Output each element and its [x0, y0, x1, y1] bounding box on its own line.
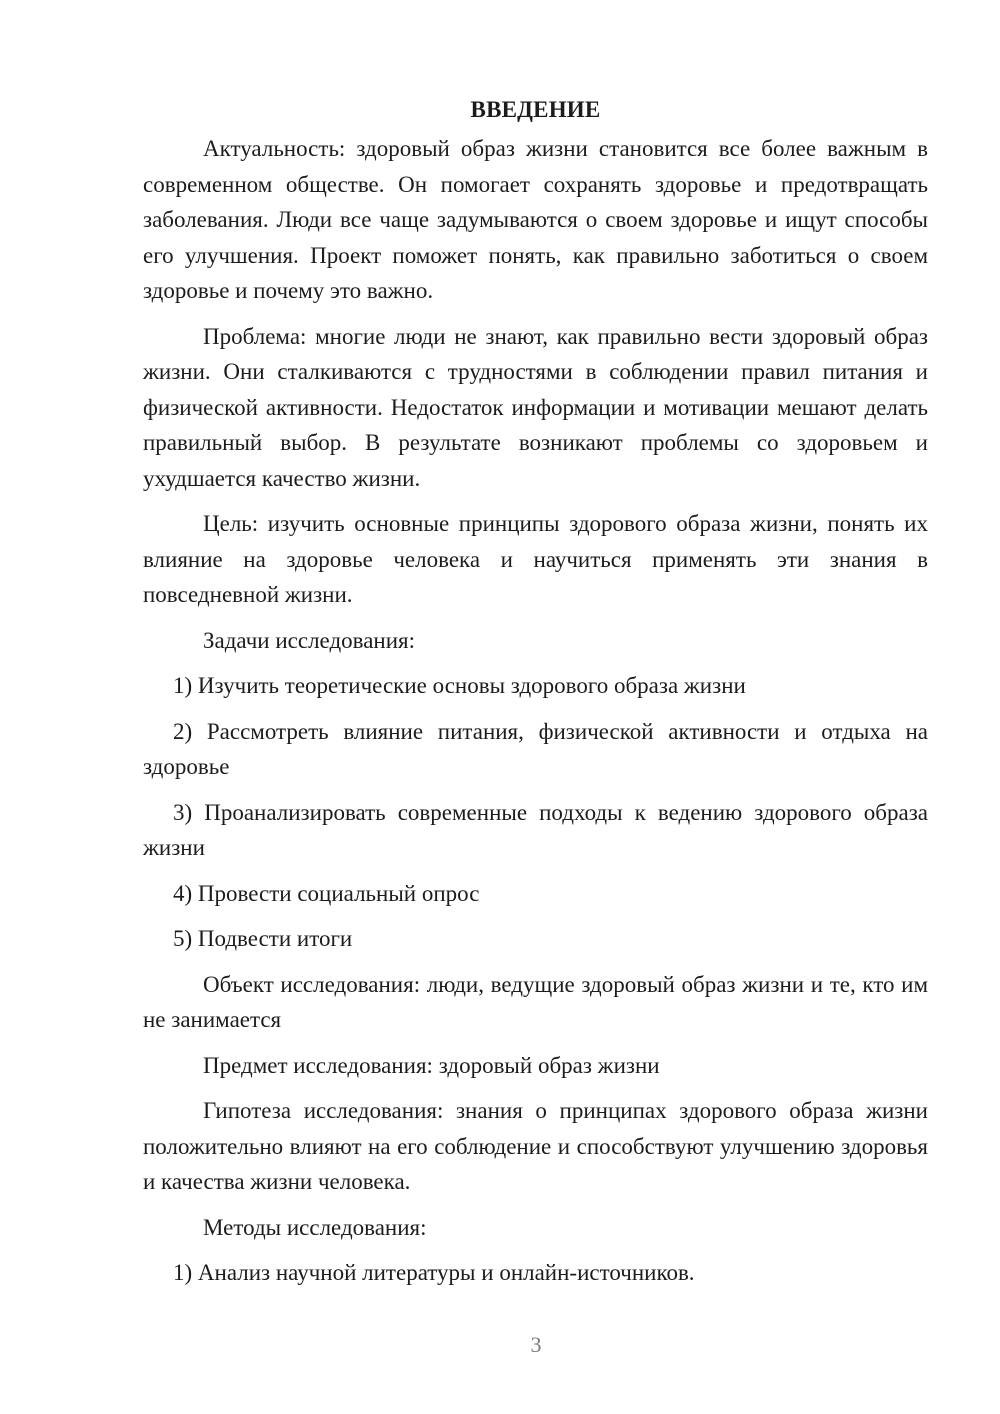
task-item: 2) Рассмотреть влияние питания, физической активности и отдыха на здоровье: [143, 718, 928, 779]
task-item: 3) Проанализировать современные подходы к ведению здорового образа жизни: [143, 799, 928, 860]
hypothesis-paragraph: Гипотеза исследования: знания о принципах здорового образа жизни положительно влияют на его соблюдение и способствуют улучшению здоровья и качества жизни человека.: [143, 1098, 928, 1194]
methods-heading: Методы исследования:: [203, 1214, 427, 1240]
object-paragraph: Объект исследования: люди, ведущие здоровый образ жизни и те, кто им не занимается: [143, 971, 928, 1032]
subject-paragraph: Предмет исследования: здоровый образ жизни: [203, 1052, 660, 1078]
page-content: [143, 92, 928, 1301]
task-item: 5) Подвести итоги: [173, 926, 353, 951]
task-item: 1) Изучить теоретические основы здорового образа жизни: [173, 673, 746, 698]
relevance-paragraph: Актуальность: здоровый образ жизни становится все более важным в современном обществе. Он помогает сохранять здоровье и предотвращать заболевания. Люди все чаще задумываются о своем здоровье и ищут способы его улучшения. Проект поможет понять, как правильно заботиться о своем здоровье и почему это важно.: [143, 136, 928, 303]
task-item: 4) Провести социальный опрос: [173, 880, 480, 906]
page-title: ВВЕДЕНИЕ: [470, 97, 601, 122]
goal-paragraph: Цель: изучить основные принципы здорового образа жизни, понять их влияние на здоровье человека и научиться применять эти знания в повседневной жизни.: [143, 511, 928, 607]
page-number: 3: [530, 1332, 542, 1357]
problem-paragraph: Проблема: многие люди не знают, как правильно вести здоровый образ жизни. Они сталкиваются с трудностями в соблюдении правил питания и физической активности. Недостаток информации и мотивации мешают делать правильный выбор. В результате возникают проблемы со здоровьем и ухудшается качество жизни.: [143, 323, 928, 491]
tasks-heading: Задачи исследования:: [203, 627, 416, 653]
method-item: 1) Анализ научной литературы и онлайн-источников.: [173, 1260, 695, 1285]
